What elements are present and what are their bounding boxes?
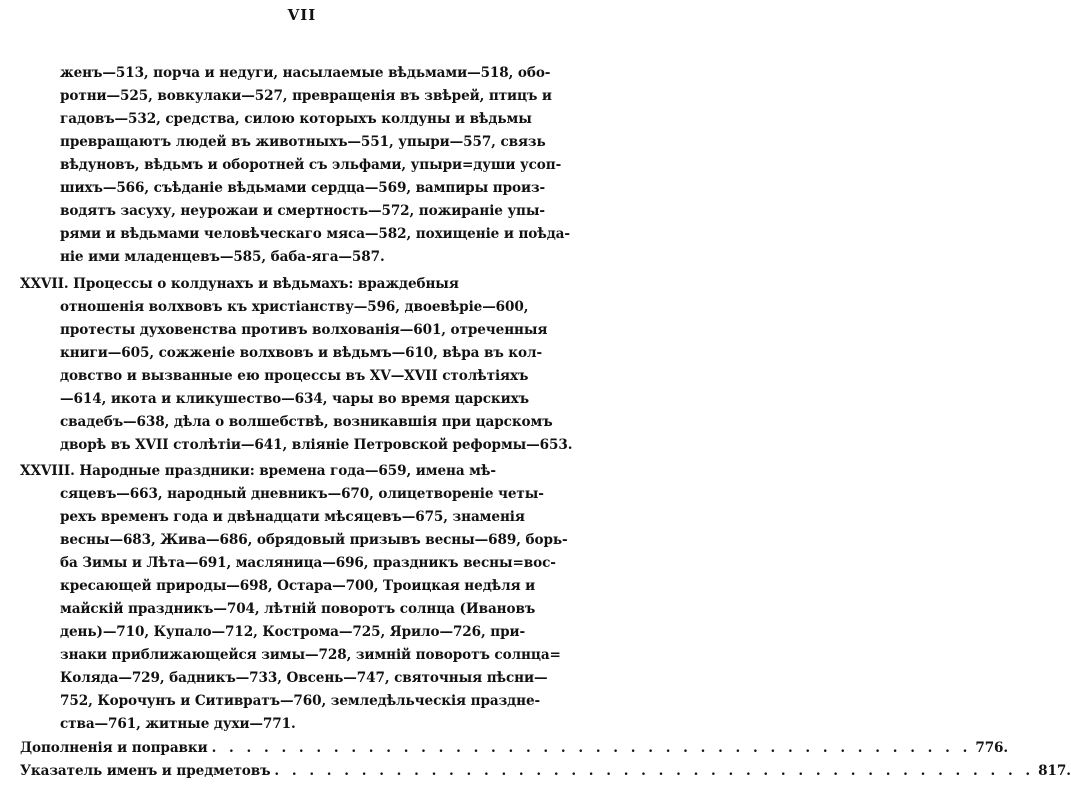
text-line: рями и вѣдьмами человѣческаго мяса—582, похищеніе и поѣда- (60, 226, 570, 242)
text-line: шихъ—566, съѣданіе вѣдьмами сердца—569, вампиры произ- (60, 180, 546, 196)
text-line: свадебъ—638, дѣла о волшебствѣ, возникавшія при царскомъ (60, 414, 553, 430)
leader-dots: . . . . . . . . . . . . . . . . . . . . . . . . . . . . . . . . . . . . . . . . . . . . (211, 740, 972, 756)
text-line: ніе ими младенцевъ—585, баба-яга—587. (60, 249, 385, 265)
text-line: гадовъ—532, средства, силою которыхъ колдуны и вѣдьмы (60, 111, 532, 127)
text-line: ства—761, житные духи—771. (60, 716, 296, 732)
page-number: VII (287, 6, 317, 24)
text-line: сяцевъ—663, народный дневникъ—670, олицетвореніе четы- (60, 486, 544, 502)
chapter-heading-line: XXVII. Процессы о колдунахъ и вѣдьмахъ: враждебныя (20, 276, 459, 292)
text-line: 752, Корочунъ и Ситивратъ—760, земледѣльческія праздне- (60, 693, 541, 709)
text-line: Коляда—729, бадникъ—733, Овсень—747, святочныя пѣсни— (60, 670, 548, 686)
toc-entry-title: Дополненія и поправки (20, 740, 208, 756)
text-line: знаки приближающейся зимы—728, зимній поворотъ солнца= (60, 647, 561, 663)
text-line: отношенія волхвовъ къ христіанству—596, двоевѣріе—600, (60, 299, 529, 315)
toc-entry-title: Указатель именъ и предметовъ (20, 763, 271, 779)
text-line: женъ—513, порча и недуги, насылаемые вѣдьмами—518, обо- (60, 65, 551, 81)
text-line: кресающей природы—698, Остара—700, Троицкая недѣля и (60, 578, 536, 594)
text-line: превращаютъ людей въ животныхъ—551, упыри—557, связь (60, 134, 546, 150)
text-line: водятъ засуху, неурожаи и смертность—572, пожираніе упы- (60, 203, 545, 219)
chapter-heading-line: XXVIII. Народные праздники: времена года—659, имена мѣ- (20, 463, 496, 479)
text-line: рехъ временъ года и двѣнадцати мѣсяцевъ—675, знаменія (60, 509, 525, 525)
text-line: вѣдуновъ, вѣдьмъ и оборотней съ эльфами, упыри=души усоп- (60, 157, 562, 173)
text-line: ба Зимы и Лѣта—691, масляница—696, праздникъ весны=вос- (60, 555, 556, 571)
toc-entry-page: 817. (1038, 763, 1071, 779)
toc-entry-page: 776. (975, 740, 1009, 756)
text-line: майскій праздникъ—704, лѣтній поворотъ солнца (Ивановъ (60, 601, 536, 617)
text-line: довство и вызванные ею процессы въ XV—XVII столѣтіяхъ (60, 368, 529, 384)
text-line: день)—710, Купало—712, Кострома—725, Ярило—726, при- (60, 624, 526, 640)
leader-dots: . . . . . . . . . . . . . . . . . . . . . . . . . . . . . . . . . . . . . . . . . . . . (274, 763, 1035, 779)
text-line: протесты духовенства противъ волхованія—601, отреченныя (60, 322, 548, 338)
toc-entry-addenda (20, 737, 1009, 759)
toc-entry-index (20, 760, 1071, 782)
text-line: книги—605, сожженіе волхвовъ и вѣдьмъ—610, вѣра въ кол- (60, 345, 542, 361)
text-line: дворѣ въ XVII столѣтіи—641, вліяніе Петровской реформы—653. (60, 437, 573, 453)
text-line: ротни—525, вовкулаки—527, превращенія въ звѣрей, птицъ и (60, 88, 552, 104)
text-line: —614, икота и кликушество—634, чары во время царскихъ (60, 391, 529, 407)
text-line: весны—683, Жива—686, обрядовый призывъ весны—689, борь- (60, 532, 568, 548)
